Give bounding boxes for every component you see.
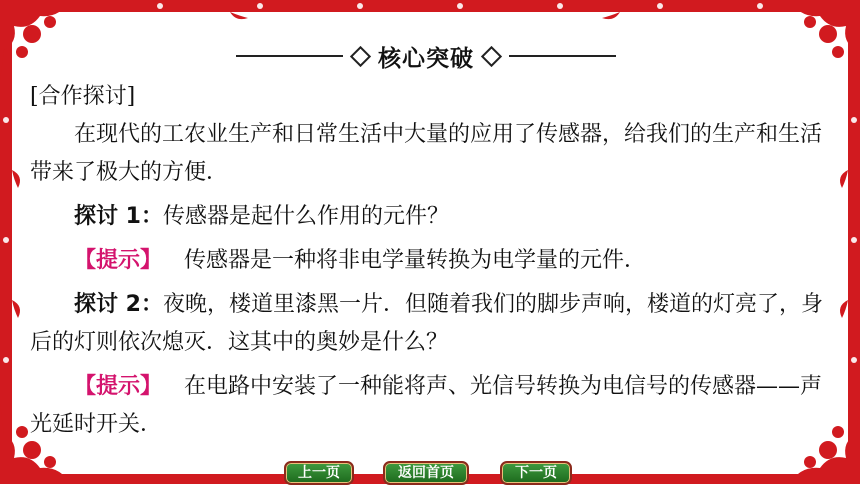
title-rule-right <box>509 55 616 57</box>
hint-1 <box>30 242 842 280</box>
hint-2-text: 在电路中安装了一种能将声、光信号转换为电信号的传感器——声光延时开关． <box>30 374 823 437</box>
home-button[interactable]: 返回首页 <box>383 461 469 485</box>
title-rule-left <box>236 55 343 57</box>
discussion-heading: [合作探讨] <box>30 84 136 109</box>
hint-1-text: 传感器是一种将非电学量转换为电学量的元件． <box>184 248 647 273</box>
question-2-text: 夜晚，楼道里漆黑一片．但随着我们的脚步声响，楼道的灯亮了，身后的灯则依次熄灭．这其中的奥妙是什么？ <box>30 292 823 355</box>
diamond-icon <box>350 45 371 66</box>
section-title <box>236 40 616 72</box>
question-1 <box>30 198 842 236</box>
lesson-content <box>30 78 842 444</box>
hint-1-tag: 【提示】 <box>74 248 163 273</box>
intro-paragraph: 在现代的工农业生产和日常生活中大量的应用了传感器，给我们的生产和生活带来了极大的方便． <box>30 122 823 185</box>
section-title-text: 核心突破 <box>378 45 474 72</box>
page-navigation <box>0 461 860 483</box>
question-2-label: 探讨 2： <box>74 292 163 317</box>
hint-2 <box>30 368 842 444</box>
hint-2-tag: 【提示】 <box>74 374 163 399</box>
next-page-button[interactable]: 下一页 <box>500 461 572 485</box>
question-1-label: 探讨 1： <box>74 204 163 229</box>
question-1-text: 传感器是起什么作用的元件？ <box>162 204 449 229</box>
question-2 <box>30 286 842 362</box>
diamond-icon <box>481 45 502 66</box>
prev-page-button[interactable]: 上一页 <box>284 461 354 485</box>
